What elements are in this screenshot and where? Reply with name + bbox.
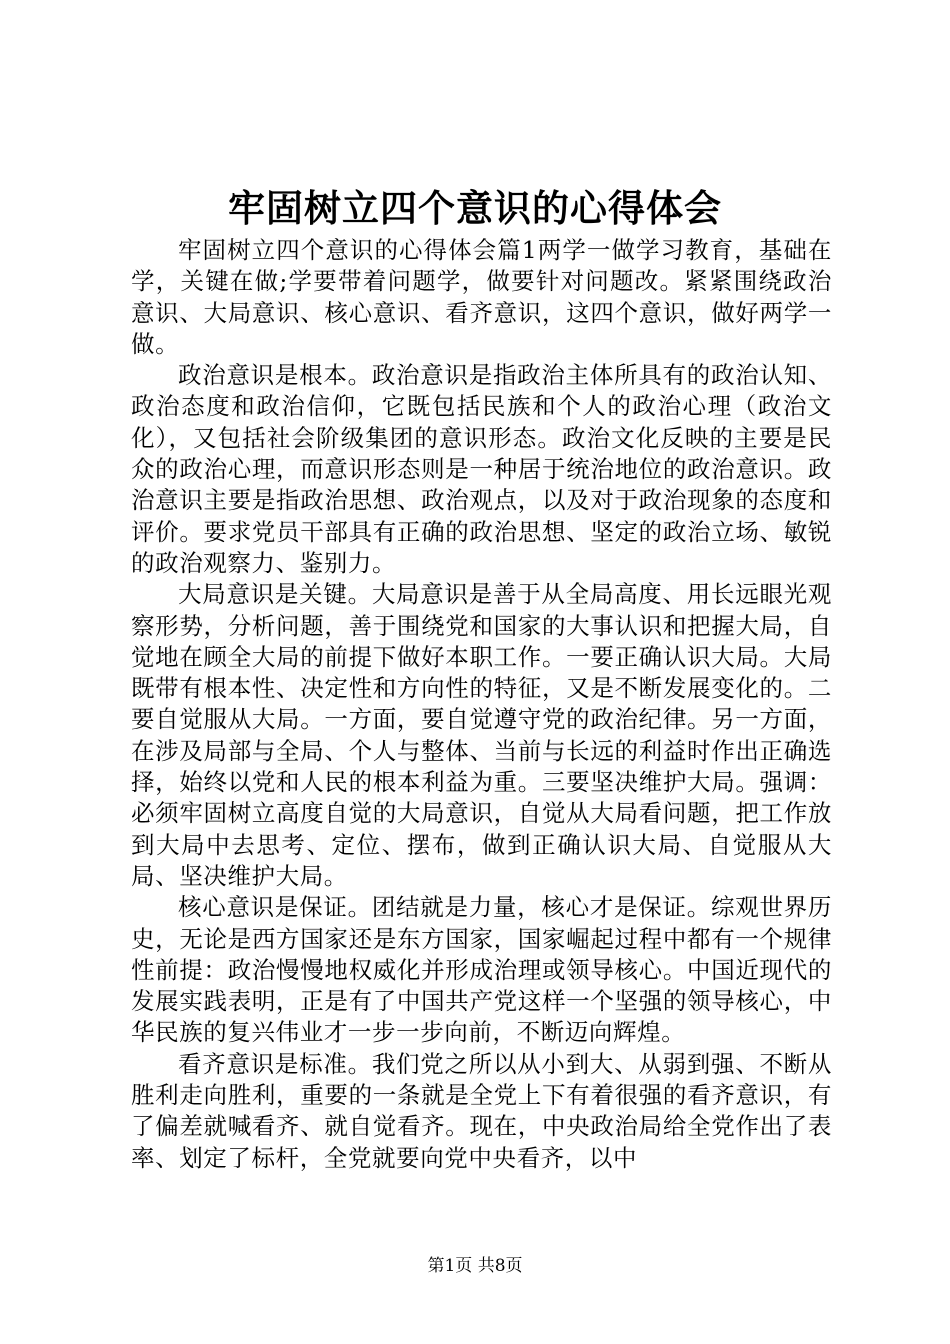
paragraph: 核心意识是保证。团结就是力量，核心才是保证。综观世界历史，无论是西方国家还是东方国家，国家崛起过程中都有一个规律性前提：政治慢慢地权威化并形成治理或领导核心。中国近现代的发展实践表明，正是有了中国共产党这样一个坚强的领导核心，中华民族的复兴伟业才一步一步向前，不断迈向辉煌。 — [131, 893, 832, 1047]
paragraph: 大局意识是关键。大局意识是善于从全局高度、用长远眼光观察形势，分析问题，善于围绕党和国家的大事认识和把握大局，自觉地在顾全大局的前提下做好本职工作。一要正确认识大局。大局既带有根本性、决定性和方向性的特征，又是不断发展变化的。二要自觉服从大局。一方面，要自觉遵守党的政治纪律。另一方面，在涉及局部与全局、个人与整体、当前与长远的利益时作出正确选择，始终以党和人民的根本利益为重。三要坚决维护大局。强调：必须牢固树立高度自觉的大局意识，自觉从大局看问题，把工作放到大局中去思考、定位、摆布，做到正确认识大局、自觉服从大局、坚决维护大局。 — [131, 580, 832, 890]
paragraph: 牢固树立四个意识的心得体会篇1两学一做学习教育，基础在学，关键在做;学要带着问题学，做要针对问题改。紧紧围绕政治意识、大局意识、核心意识、看齐意识，这四个意识，做好两学一做。 — [131, 236, 832, 358]
page-footer: 第1页 共8页 — [427, 1256, 523, 1276]
paragraph: 政治意识是根本。政治意识是指政治主体所具有的政治认知、政治态度和政治信仰，它既包括民族和个人的政治心理（政治文化），又包括社会阶级集团的意识形态。政治文化反映的主要是民众的政治心理，而意识形态则是一种居于统治地位的政治意识。政治意识主要是指政治思想、政治观点，以及对于政治现象的态度和评价。要求党员干部具有正确的政治思想、坚定的政治立场、敏锐的政治观察力、鉴别力。 — [131, 361, 832, 577]
document-body — [131, 235, 832, 1174]
document-title: 牢固树立四个意识的心得体会 — [228, 186, 722, 230]
paragraph: 看齐意识是标准。我们党之所以从小到大、从弱到强、不断从胜利走向胜利，重要的一条就是全党上下有着很强的看齐意识，有了偏差就喊看齐、就自觉看齐。现在，中央政治局给全党作出了表率、划定了标杆，全党就要向党中央看齐，以中 — [131, 1049, 832, 1172]
